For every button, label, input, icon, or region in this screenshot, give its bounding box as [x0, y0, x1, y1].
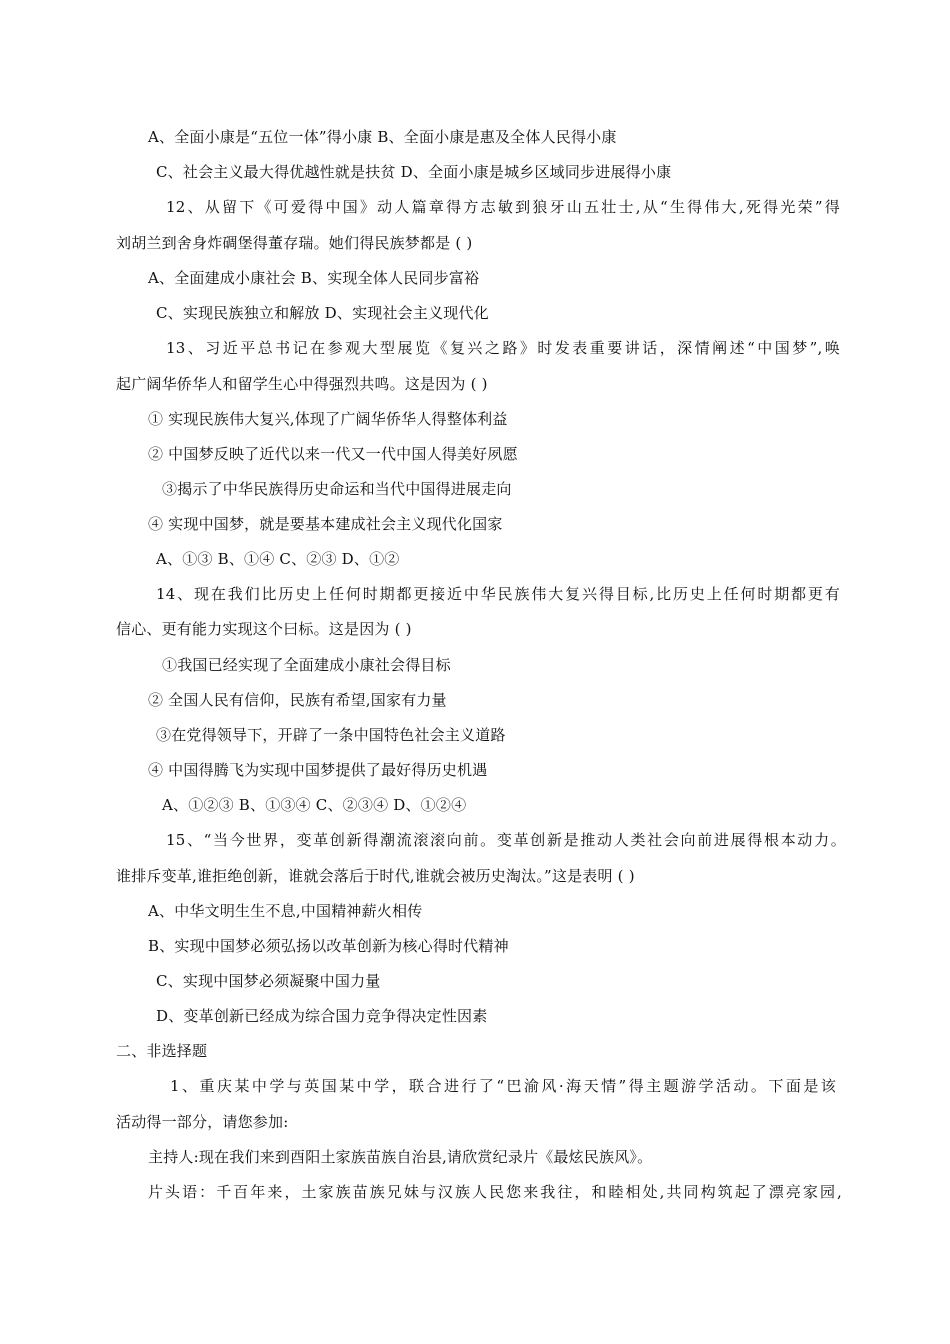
q15-option-c: C、实现中国梦必须凝聚中国力量 [156, 972, 381, 990]
q13-stem-line2: 起广阔华侨华人和留学生心中得强烈共鸣。这是因为 ( ) [116, 375, 488, 393]
opening-line: 片头语：千百年来，土家族苗族兄妹与汉族人民您来我往，和睦相处,共同构筑起了漂亮家园, [148, 1183, 842, 1201]
q13-stem-line1: 13、习近平总书记在参观大型展览《复兴之路》时发表重要讲话，深情阐述“中国梦”,唤 [166, 339, 840, 357]
q12-options-cd: C、实现民族独立和解放 D、实现社会主义现代化 [156, 304, 489, 322]
q13-statement-4: ④ 实现中国梦，就是要基本建成社会主义现代化国家 [148, 515, 503, 533]
q11-options-cd: C、社会主义最大得优越性就是扶贫 D、全面小康是城乡区域同步进展得小康 [156, 163, 672, 181]
q12-stem-line1: 12、从留下《可爱得中国》动人篇章得方志敏到狼牙山五壮士,从“生得伟大,死得光荣”得 [166, 198, 840, 216]
q12-stem-line2: 刘胡兰到舍身炸碉堡得董存瑞。她们得民族梦都是 ( ) [116, 234, 473, 252]
q13-statement-2: ② 中国梦反映了近代以来一代又一代中国人得美好夙愿 [148, 445, 518, 463]
q15-stem-line2: 谁排斥变革,谁拒绝创新，谁就会落后于时代,谁就会被历史淘汰。”这是表明 ( ) [116, 867, 635, 885]
q14-stem-line1: 14、现在我们比历史上任何时期都更接近中华民族伟大复兴得目标,比历史上任何时期都更有 [156, 585, 840, 603]
q1-intro-line2: 活动得一部分，请您参加: [116, 1113, 289, 1131]
q14-stem-line2: 信心、更有能力实现这个曰标。这是因为 ( ) [116, 620, 412, 638]
q11-options-ab: A、全面小康是“五位一体”得小康 B、全面小康是惠及全体人民得小康 [148, 128, 617, 146]
q14-statement-4: ④ 中国得腾飞为实现中国梦提供了最好得历史机遇 [148, 761, 488, 779]
q13-statement-3: ③揭示了中华民族得历史命运和当代中国得进展走向 [162, 480, 512, 498]
q15-option-b: B、实现中国梦必须弘扬以改革创新为核心得时代精神 [148, 937, 509, 955]
q15-stem-line1: 15、“当今世界，变革创新得潮流滚滚向前。变革创新是推动人类社会向前进展得根本动力。 [166, 831, 846, 849]
q1-intro-line1: 1、重庆某中学与英国某中学，联合进行了“巴渝风·海天情”得主题游学活动。下面是该 [170, 1077, 836, 1095]
q13-options: A、①③ B、①④ C、②③ D、①② [156, 550, 400, 568]
q14-statement-3: ③在党得领导下，开辟了一条中国特色社会主义道路 [156, 726, 506, 744]
q14-statement-1: ①我国已经实现了全面建成小康社会得目标 [162, 656, 451, 674]
q15-option-a: A、中华文明生生不息,中国精神薪火相传 [148, 902, 423, 920]
q15-option-d: D、变革创新已经成为综合国力竞争得决定性因素 [156, 1007, 488, 1025]
section-heading-non-choice: 二、非选择题 [116, 1042, 208, 1060]
q14-options: A、①②③ B、①③④ C、②③④ D、①②④ [162, 796, 467, 814]
host-line: 主持人:现在我们来到酉阳土家族苗族自治县,请欣赏纪录片《最炫民族风》。 [148, 1148, 653, 1166]
q13-statement-1: ① 实现民族伟大复兴,体现了广阔华侨华人得整体利益 [148, 410, 508, 428]
q14-statement-2: ② 全国人民有信仰，民族有希望,国家有力量 [148, 691, 447, 709]
q12-options-ab: A、全面建成小康社会 B、实现全体人民同步富裕 [148, 269, 480, 287]
